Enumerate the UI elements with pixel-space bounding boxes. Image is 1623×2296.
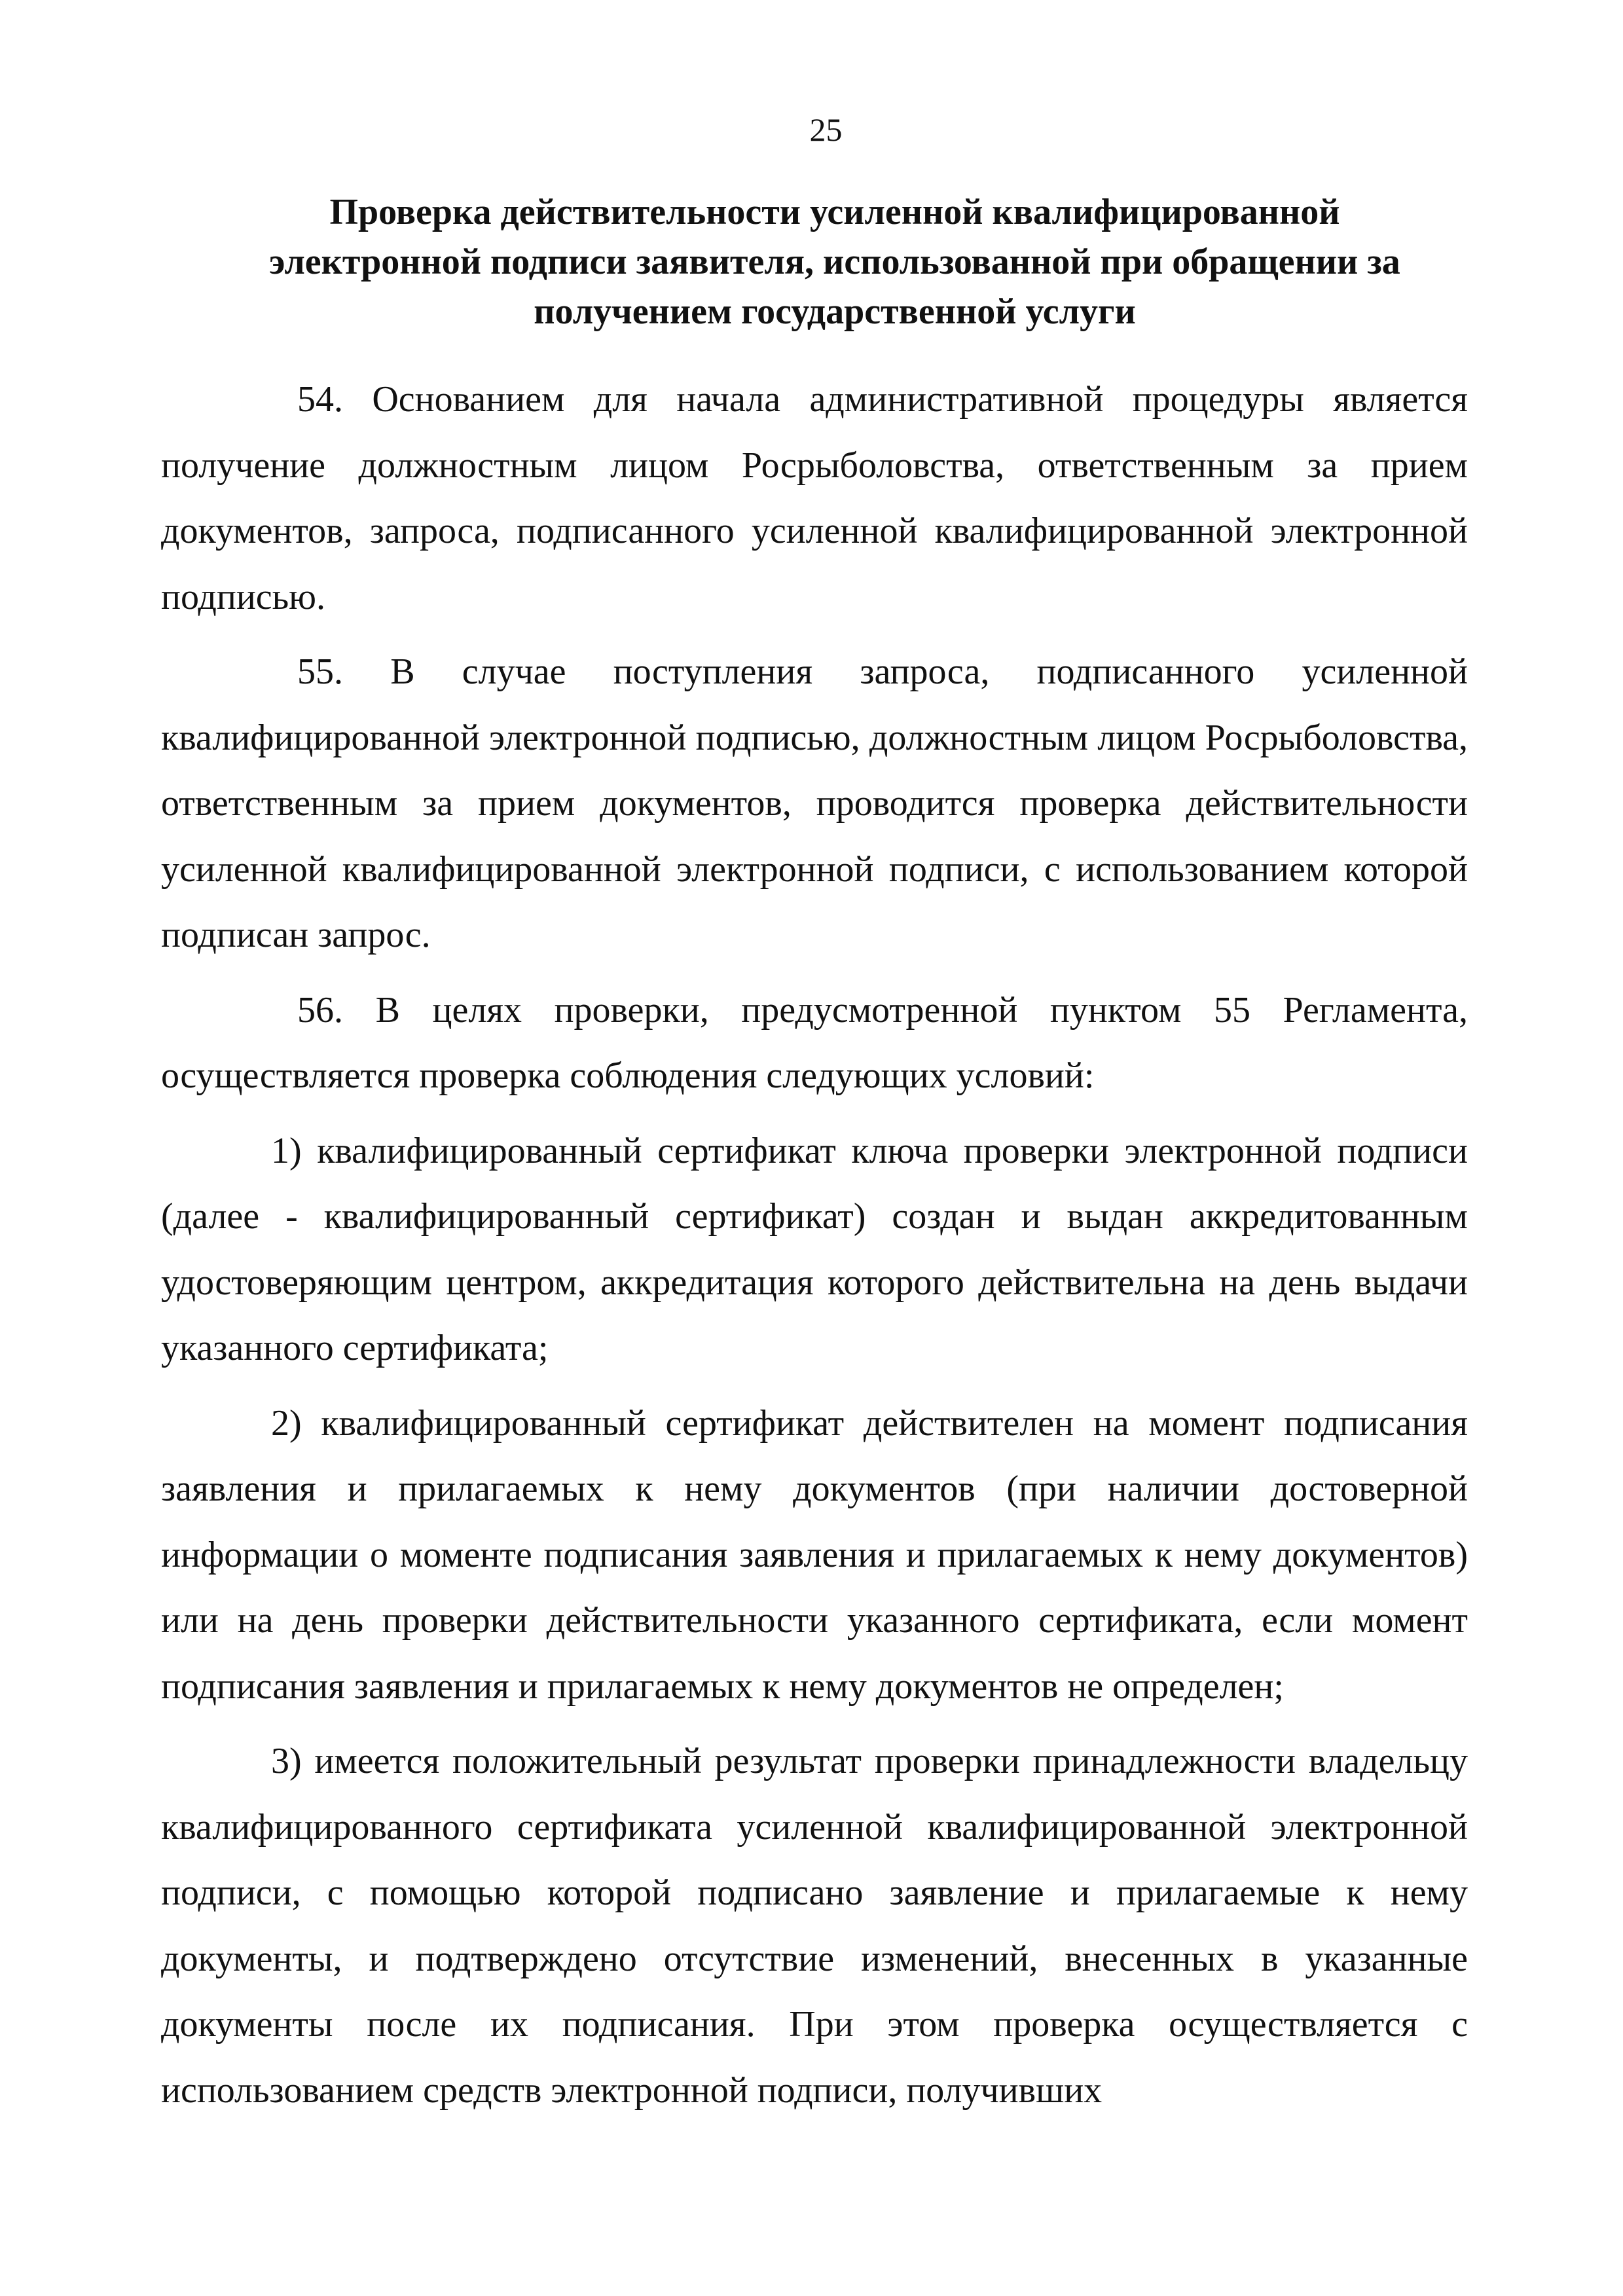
section-title-line: электронной подписи заявителя, использованной при обращении за <box>269 242 1400 282</box>
list-item-2: 2) квалифицированный сертификат действителен на момент подписания заявления и прилагаемых к нему документов (при наличии достоверной информации о моменте подписания заявления и прилагаемых к нему документов) или на день проверки действительности указанного сертификата, если момент подписания заявления и прилагаемых к нему документов не определен; <box>161 1402 1468 1707</box>
list-item-3: 3) имеется положительный результат проверки принадлежности владельцу квалифицированного сертификата усиленной квалифицированной электронной подписи, с помощью которой подписано заявление и прилагаемые к нему документы, и подтверждено отсутствие изменений, внесенных в указанные документы после их подписания. При этом проверка осуществляется с использованием средств электронной подписи, получивших <box>161 1741 1468 2111</box>
paragraph-54: 54. Основанием для начала административной процедуры является получение должностным лицом Росрыболовства, ответственным за прием документов, запроса, подписанного усиленной квалифицированной электронной подписью. <box>161 379 1468 617</box>
section-title-line: Проверка действительности усиленной квалифицированной <box>329 192 1340 232</box>
list-item-1: 1) квалифицированный сертификат ключа проверки электронной подписи (далее - квалифицированный сертификат) создан и выдан аккредитованным удостоверяющим центром, аккредитация которого действительна на день выдачи указанного сертификата; <box>161 1130 1468 1368</box>
section-title-line: получением государственной услуги <box>534 291 1136 332</box>
paragraph-56: 56. В целях проверки, предусмотренной пунктом 55 Регламента, осуществляется проверка соблюдения следующих условий: <box>161 989 1468 1096</box>
paragraph-55: 55. В случае поступления запроса, подписанного усиленной квалифицированной электронной подписью, должностным лицом Росрыболовства, ответственным за прием документов, проводится проверка действительности усиленной квалифицированной электронной подписи, с использованием которой подписан запрос. <box>161 651 1468 955</box>
page-number: 25 <box>809 111 843 148</box>
section-title <box>196 187 1473 337</box>
document-body <box>161 367 1468 2123</box>
